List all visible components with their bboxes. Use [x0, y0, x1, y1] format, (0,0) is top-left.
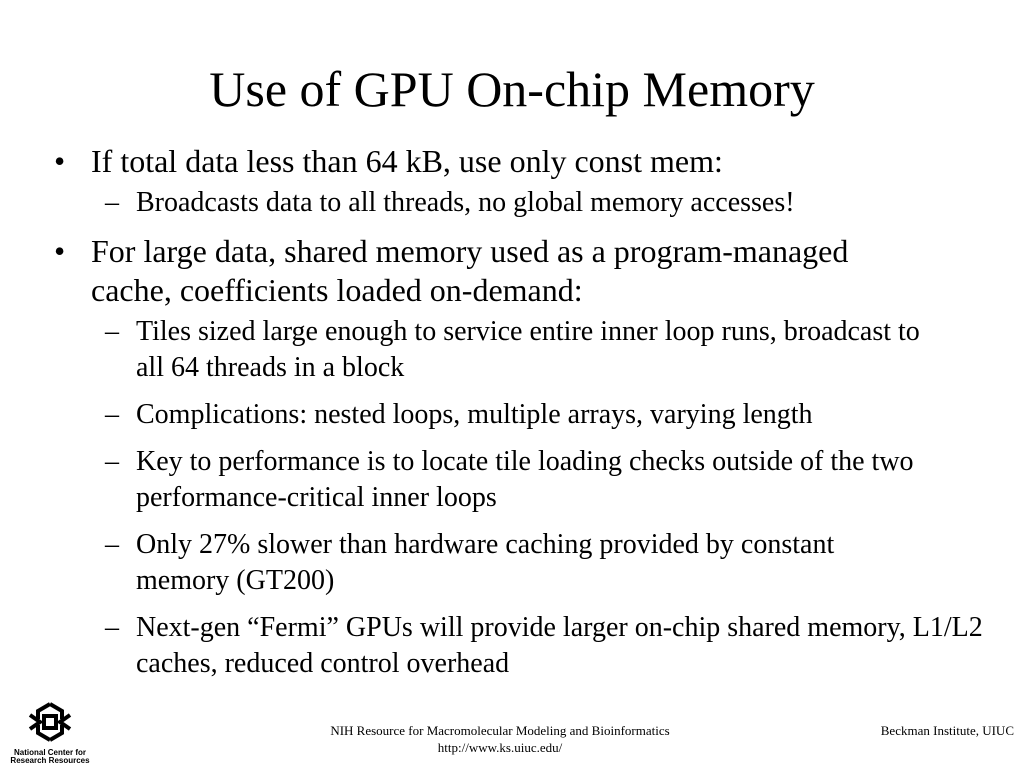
logo-line-1: National Center for [13, 748, 86, 757]
sub-bullet-marker: – [105, 399, 119, 430]
sub-bullet-text: Complications: nested loops, multiple arrays, varying length [136, 399, 813, 430]
bullet-marker: • [54, 233, 66, 269]
sub-bullet-marker: – [105, 529, 119, 560]
bullet-text: For large data, shared memory used as a program-managed cache, coefficients loaded on-demand: [91, 233, 849, 308]
footer-institute: Beckman Institute, UIUC [880, 723, 1014, 738]
sub-bullet-marker: – [105, 446, 119, 477]
sub-bullet-text: Only 27% slower than hardware caching provided by constant memory (GT200) [136, 529, 835, 596]
footer-url: http://www.ks.uiuc.edu/ [437, 740, 563, 755]
bullet-item [50, 232, 911, 310]
sub-bullet-marker: – [105, 612, 119, 643]
logo-line-2: Research Resources [10, 756, 90, 765]
sub-bullet-text: Next-gen “Fermi” GPUs will provide larger on-chip shared memory, L1/L2 caches, reduced control overhead [136, 612, 983, 679]
sub-bullet-text: Key to performance is to locate tile loading checks outside of the two performance-critical inner loops [136, 446, 914, 513]
sub-bullet-item [50, 444, 1000, 516]
sub-bullet-item [50, 314, 936, 386]
footer-center [240, 722, 760, 756]
ncrr-logo-icon [10, 700, 90, 744]
sub-bullet-text: Broadcasts data to all threads, no global memory accesses! [136, 187, 795, 218]
sub-bullet-text: Tiles sized large enough to service entire inner loop runs, broadcast to all 64 threads in a block [136, 316, 920, 383]
sub-bullet-item [50, 185, 1000, 221]
bullet-item [50, 142, 1000, 181]
slide-body [50, 142, 1000, 693]
bullet-marker: • [54, 143, 66, 179]
sub-bullet-item [50, 610, 996, 682]
sub-bullet-marker: – [105, 316, 119, 347]
sub-bullet-item [50, 397, 1000, 433]
ncrr-logo [10, 700, 90, 765]
footer-org: NIH Resource for Macromolecular Modeling and Bioinformatics [330, 723, 670, 738]
bullet-text: If total data less than 64 kB, use only const mem: [91, 143, 723, 179]
sub-bullet-marker: – [105, 187, 119, 218]
slide-title: Use of GPU On-chip Memory [209, 61, 815, 117]
sub-bullet-item [50, 527, 916, 599]
